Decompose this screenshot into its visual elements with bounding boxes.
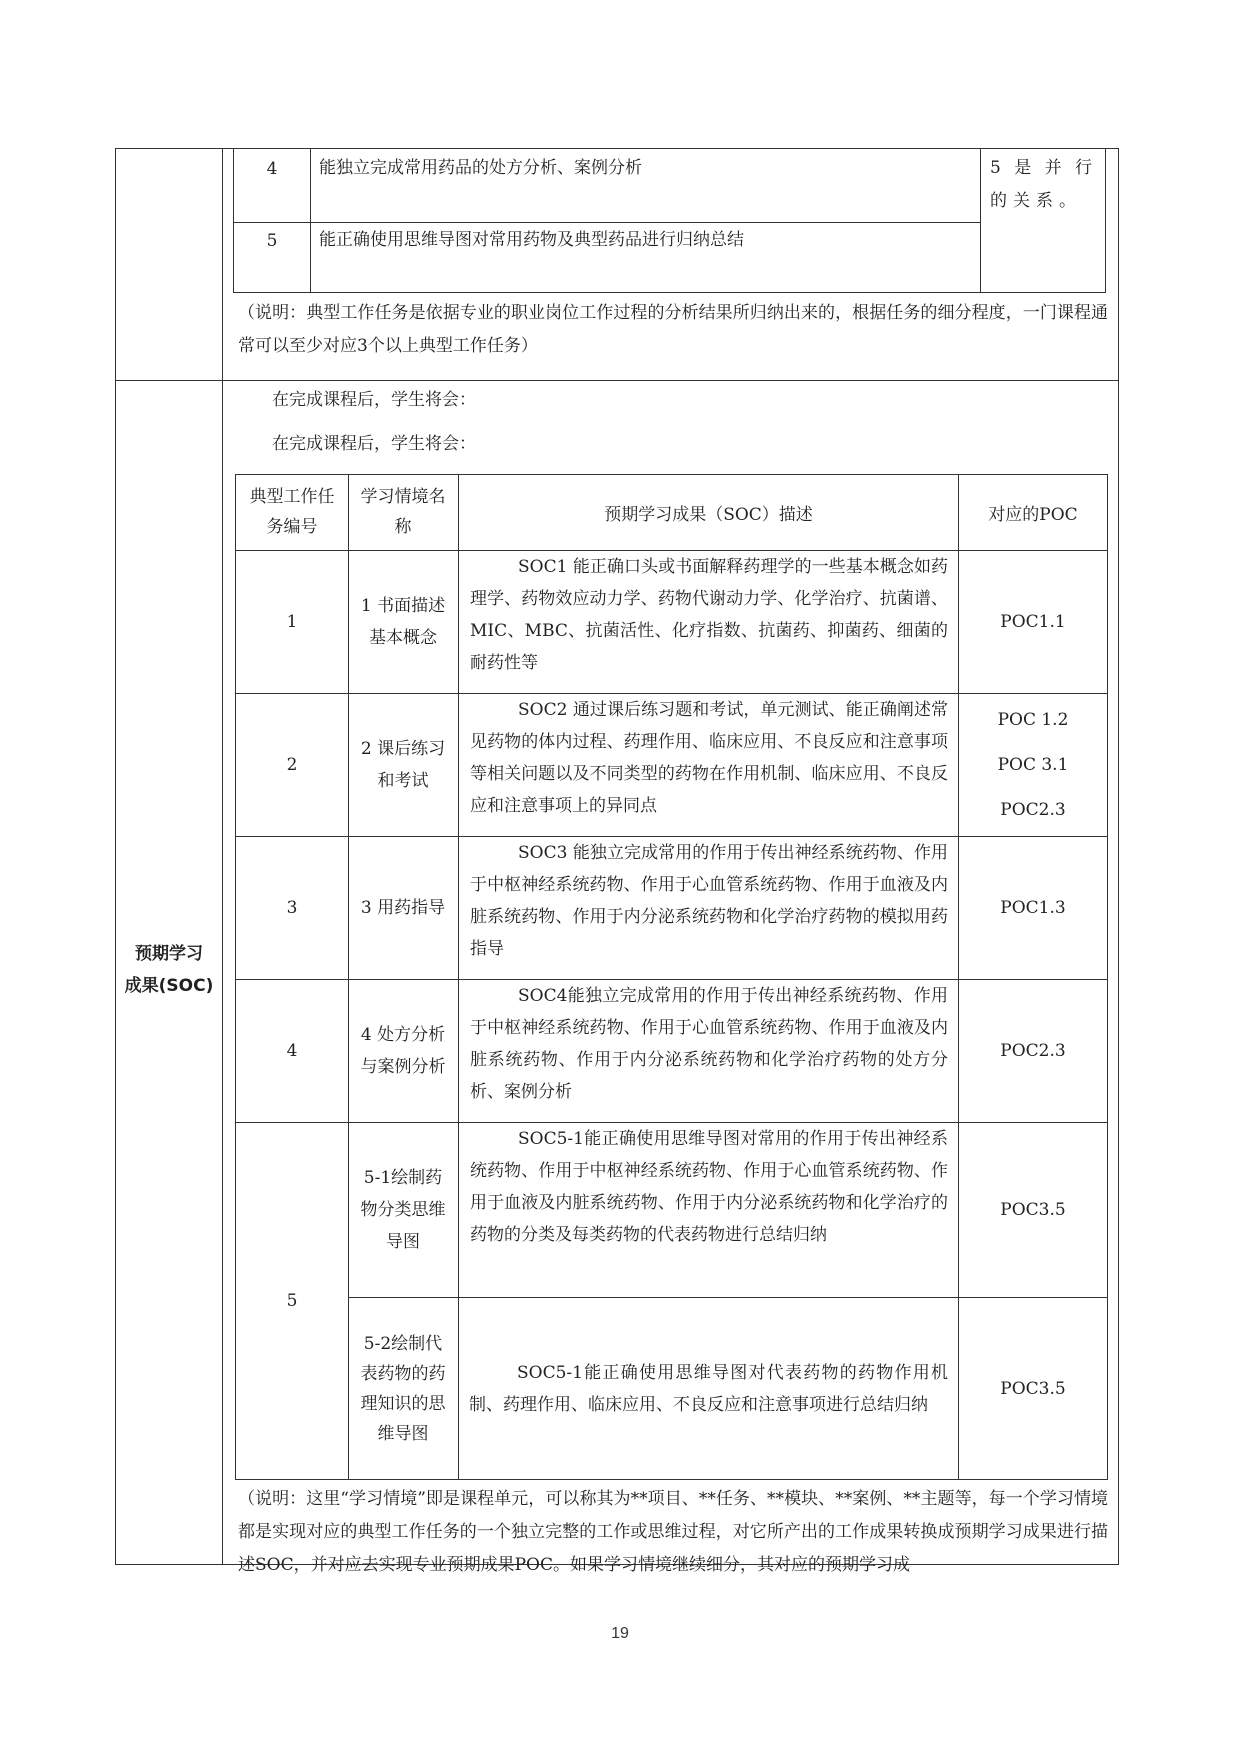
soc-row-1-poc xyxy=(959,551,1107,693)
soc-row-5-2-poc xyxy=(959,1298,1107,1479)
soc-row-4-poc-1: POC2.3 xyxy=(1000,1041,1066,1061)
soc-row-2-poc xyxy=(959,694,1107,836)
task-row-5-text: 能正确使用思维导图对常用药物及典型药品进行归纳总结 xyxy=(319,230,744,250)
soc-row-2-poc-3: POC2.3 xyxy=(1000,799,1066,820)
outer-top-border xyxy=(115,148,1119,149)
task-row-4-text: 能独立完成常用药品的处方分析、案例分析 xyxy=(319,158,642,178)
soc-label-line1: 预期学习 xyxy=(135,944,203,964)
soc-section-label xyxy=(116,930,222,1010)
soc-intro-1: 在完成课程后，学生将会： xyxy=(272,390,476,410)
soc-row-2-poc-1: POC 1.2 xyxy=(997,709,1069,730)
header-description: 预期学习成果（SOC）描述 xyxy=(604,504,813,525)
soc-row-1-task-no: 1 xyxy=(286,612,298,632)
task-side-note: 5是并行的关系。 xyxy=(990,158,1098,211)
soc-row-2-task-no: 2 xyxy=(286,755,298,775)
page-number: 19 xyxy=(611,1625,629,1642)
soc-row-5-1-description: SOC5-1能正确使用思维导图对常用的作用于传出神经系统药物、作用于中枢神经系统药物、作用于心血管系统药物、作用于血液及内脏系统药物、作用于内分泌系统药物和化学治疗的药物的分类及每类药物的代表药物进行总结归纳 xyxy=(470,1129,948,1245)
task-row-5-no: 5 xyxy=(266,231,278,251)
soc-row-4-situation: 4 处方分析与案例分析 xyxy=(360,1025,446,1077)
soc-row-2-description: SOC2 通过课后练习题和考试，单元测试、能正确阐述常见药物的体内过程、药理作用、临床应用、不良反应和注意事项等相关问题以及不同类型的药物在作用机制、临床应用、不良反应和注意事项上的异同点 xyxy=(470,700,948,816)
soc-row-1-situation: 1 书面描述基本概念 xyxy=(360,596,446,648)
soc-row-5-1-situation: 5-1绘制药物分类思维导图 xyxy=(360,1168,446,1252)
soc-row-2-poc-2: POC 3.1 xyxy=(997,754,1069,775)
soc-row-3-task-no: 3 xyxy=(286,898,298,918)
header-task-no: 典型工作任务编号 xyxy=(249,487,335,537)
soc-row-4-poc xyxy=(959,980,1107,1122)
soc-row-5-2-description-wrap xyxy=(459,1298,958,1479)
soc-label-line2: 成果(SOC) xyxy=(124,976,214,996)
soc-row-3-description: SOC3 能独立完成常用的作用于传出神经系统药物、作用于中枢神经系统药物、作用于心血管系统药物、作用于血液及内脏系统药物、作用于内分泌系统药物和化学治疗药物的模拟用药指导 xyxy=(470,843,948,959)
soc-section-note: （说明：这里“学习情境”即是课程单元，可以称其为**项目、**任务、**模块、**案例、**主题等，每一个学习情境都是实现对应的典型工作任务的一个独立完整的工作或思维过程，对它所产出的工作成果转换成预期学习成果进行描述SOC，并对应去实现专业预期成果POC。如果学习情境继续细分，其对应的预期学习成 xyxy=(238,1489,1108,1575)
soc-row-5-1-poc-1: POC3.5 xyxy=(1000,1200,1066,1220)
task-table-note: （说明：典型工作任务是依据专业的职业岗位工作过程的分析结果所归纳出来的，根据任务的细分程度，一门课程通常可以至少对应3个以上典型工作任务） xyxy=(238,303,1108,356)
outer-left-border xyxy=(115,148,116,1565)
soc-row-5-2-description: SOC5-1能正确使用思维导图对代表药物的药物作用机制、药理作用、临床应用、不良反应和注意事项进行总结归纳 xyxy=(469,1362,948,1415)
soc-row-1-description: SOC1 能正确口头或书面解释药理学的一些基本概念如药理学、药物效应动力学、药物代谢动力学、化学治疗、抗菌谱、MIC、MBC、抗菌活性、化疗指数、抗菌药、抑菌药、细菌的耐药性等 xyxy=(470,557,948,673)
soc-row-5-1-poc xyxy=(959,1123,1107,1297)
soc-row-3-poc xyxy=(959,837,1107,979)
soc-intro-2: 在完成课程后，学生将会： xyxy=(272,434,476,454)
outer-right-border xyxy=(1118,148,1119,1565)
soc-row-4-description: SOC4能独立完成常用的作用于传出神经系统药物、作用于中枢神经系统药物、作用于心血管系统药物、作用于血液及内脏系统药物、作用于内分泌系统药物和化学治疗药物的处方分析、案例分析 xyxy=(470,986,948,1102)
task-row-4-no: 4 xyxy=(266,159,278,179)
header-poc: 对应的POC xyxy=(988,504,1078,525)
label-column-divider xyxy=(222,148,223,1565)
soc-row-5-2-situation: 5-2绘制代表药物的药理知识的思维导图 xyxy=(360,1333,446,1444)
header-situation: 学习情境名称 xyxy=(360,487,446,537)
soc-row-4-task-no: 4 xyxy=(286,1041,298,1061)
soc-row-3-situation: 3 用药指导 xyxy=(360,898,446,918)
soc-row-5-task-no: 5 xyxy=(286,1291,298,1311)
section-divider xyxy=(115,380,1119,381)
soc-row-5-2-poc-1: POC3.5 xyxy=(1000,1378,1066,1399)
soc-row-2-situation: 2 课后练习和考试 xyxy=(360,739,446,791)
soc-row-1-poc-1: POC1.1 xyxy=(1000,612,1066,632)
soc-row-3-poc-1: POC1.3 xyxy=(1000,898,1066,918)
